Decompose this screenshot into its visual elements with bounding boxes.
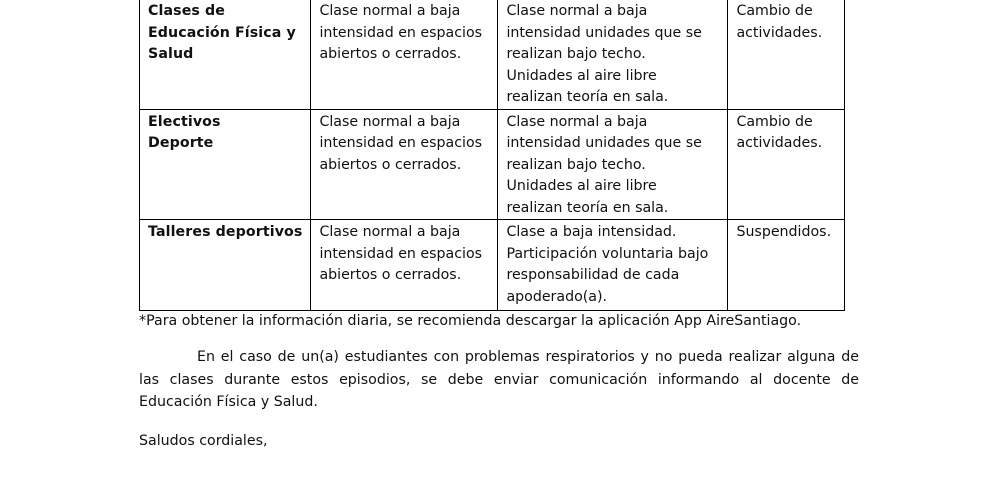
cell-line: Deporte — [148, 135, 214, 151]
cell-line: actividades. — [736, 135, 823, 151]
normal-cell — [311, 220, 498, 311]
cell-line: realizan teoría en sala. — [506, 199, 669, 216]
cell-line: realizan teoría en sala. — [506, 89, 669, 105]
cell-line: Clase a baja intensidad. — [506, 224, 677, 240]
emergency-cell — [728, 220, 845, 311]
cell-line: Clase normal a baja — [319, 113, 461, 130]
cell-line: Suspendidos. — [736, 224, 832, 240]
emergency-cell — [728, 109, 845, 220]
cell-line: Clase normal a baja — [506, 113, 648, 130]
body-paragraph — [139, 346, 859, 414]
cell-line: Educación Física y — [148, 24, 296, 41]
cell-line: Cambio de — [736, 113, 813, 130]
activity-cell — [140, 109, 311, 220]
activity-cell — [140, 220, 311, 311]
cell-line: realizan bajo techo. — [506, 46, 646, 62]
alert-cell — [498, 0, 728, 109]
cell-line: apoderado(a). — [506, 288, 608, 305]
paragraph-text: En el caso de un(a) estudiantes con problemas respiratorios y no pueda realizar alguna de — [197, 349, 859, 365]
cell-line: Clases de — [148, 3, 225, 19]
paragraph-line: Educación Física y Salud. — [139, 394, 318, 410]
cell-line: responsabilidad de cada — [506, 267, 680, 283]
cell-line: abiertos o cerrados. — [319, 46, 462, 62]
paragraph-text: las clases durante estos episodios, se debe enviar comunicación informando al docente de — [139, 371, 859, 388]
paragraph-line — [139, 346, 859, 369]
table-row — [140, 0, 845, 109]
normal-cell — [311, 0, 498, 109]
alert-cell — [498, 220, 728, 311]
cell-line: Clase normal a baja — [506, 3, 648, 19]
closing-salutation: Saludos cordiales, — [139, 433, 268, 449]
paragraph-line — [139, 369, 859, 392]
cell-line: Unidades al aire libre — [506, 67, 657, 84]
cell-line: Talleres deportivos — [148, 224, 303, 240]
cell-line: intensidad en espacios — [319, 245, 483, 262]
cell-line: Clase normal a baja — [319, 3, 461, 19]
table-row — [140, 220, 845, 311]
cell-line: actividades. — [736, 24, 823, 41]
normal-cell — [311, 109, 498, 220]
cell-line: realizan bajo techo. — [506, 156, 646, 173]
cell-line: Electivos — [148, 113, 221, 130]
activity-cell — [140, 0, 311, 109]
footnote: *Para obtener la información diaria, se recomienda descargar la aplicación App AireSantiago. — [139, 313, 802, 329]
cell-line: intensidad unidades que se — [506, 135, 702, 151]
cell-line: intensidad en espacios — [319, 24, 483, 41]
cell-line: intensidad en espacios — [319, 135, 483, 151]
activities-table — [139, 0, 845, 311]
cell-line: intensidad unidades que se — [506, 24, 702, 41]
cell-line: Clase normal a baja — [319, 224, 461, 240]
cell-line: abiertos o cerrados. — [319, 156, 462, 173]
cell-line: Salud — [148, 46, 194, 62]
cell-line: Unidades al aire libre — [506, 178, 657, 194]
cell-line: Participación voluntaria bajo — [506, 245, 709, 262]
alert-cell — [498, 109, 728, 220]
emergency-cell — [728, 0, 845, 109]
cell-line: Cambio de — [736, 3, 813, 19]
table-row — [140, 109, 845, 220]
cell-line: abiertos o cerrados. — [319, 267, 462, 283]
